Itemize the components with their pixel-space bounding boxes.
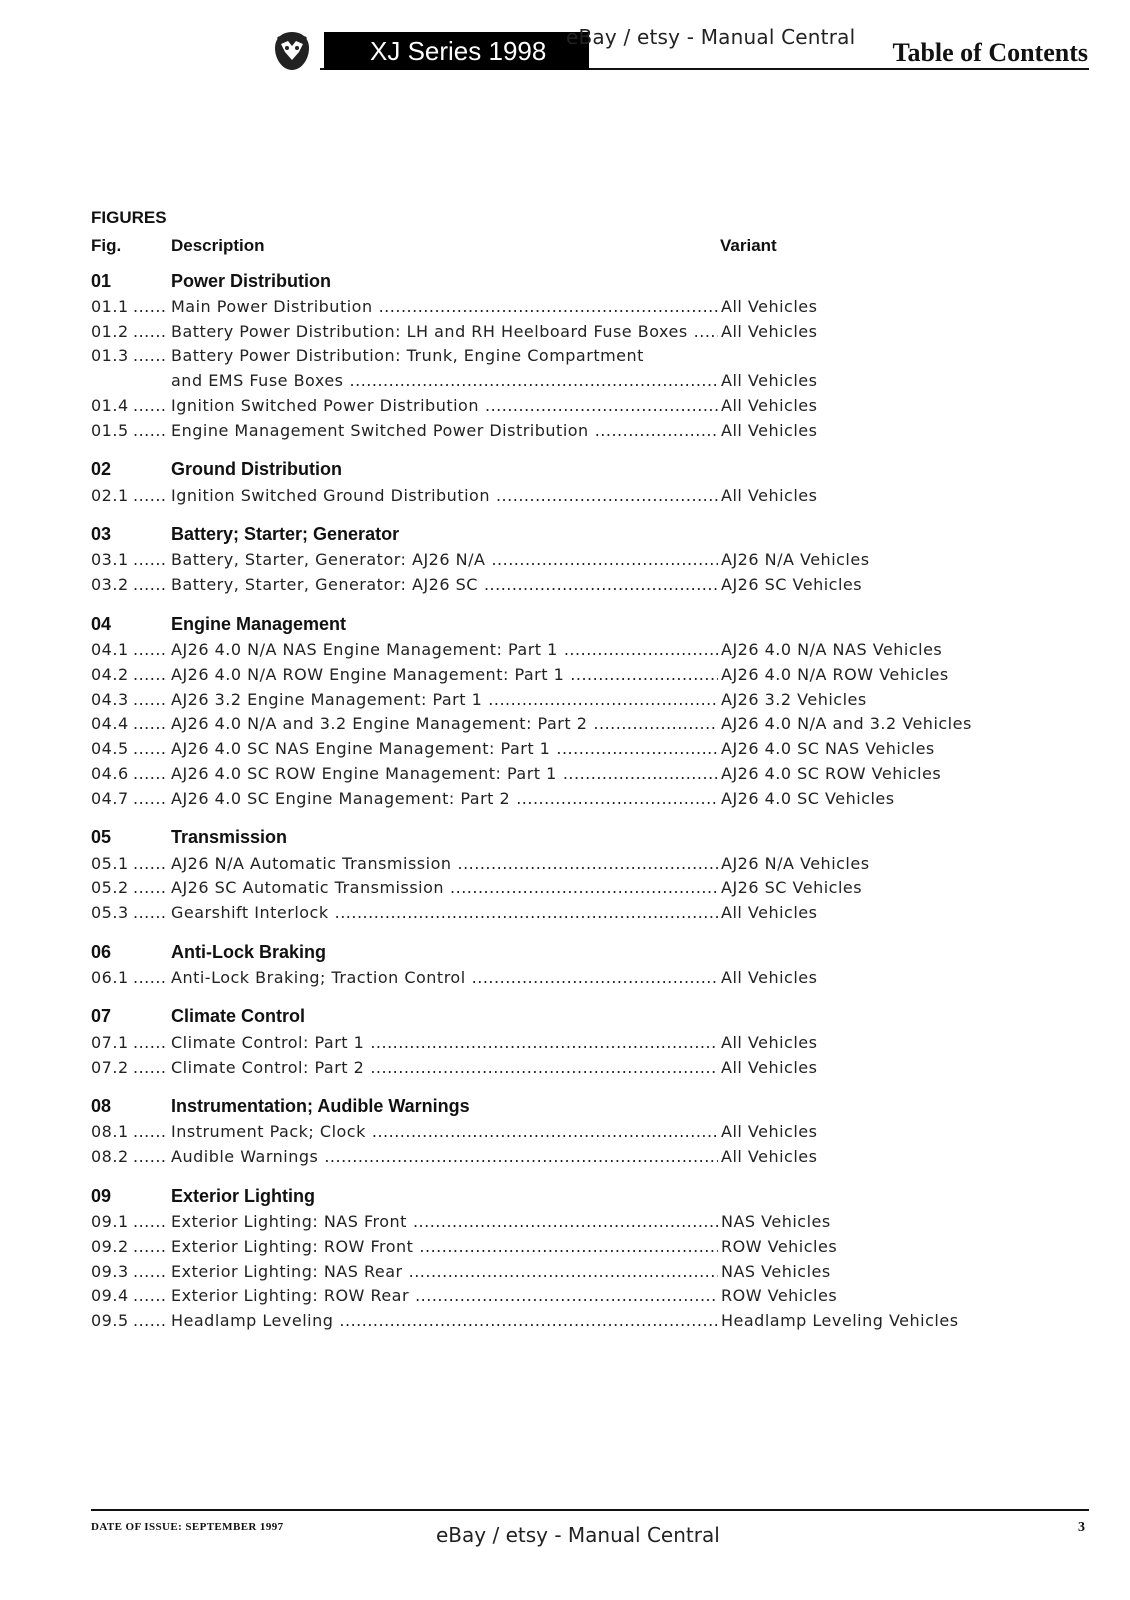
figure-variant: All Vehicles <box>721 296 818 316</box>
leader-dots <box>350 371 718 390</box>
figure-number: 04.4 <box>91 714 129 734</box>
figure-row[interactable] <box>91 1055 1091 1080</box>
figure-description-text: AJ26 4.0 SC Engine Management: Part 2 <box>171 788 511 808</box>
figure-row[interactable] <box>91 900 1091 925</box>
number-leader-dots: ...... <box>133 396 167 416</box>
figure-row[interactable] <box>91 319 1091 344</box>
leader-dots <box>563 764 718 783</box>
figure-row[interactable] <box>91 548 1091 573</box>
figure-description-text: Battery, Starter, Generator: AJ26 SC <box>171 575 478 595</box>
footer-watermark: eBay / etsy - Manual Central <box>436 1523 720 1547</box>
figure-description <box>171 396 718 415</box>
header-watermark: eBay / etsy - Manual Central <box>566 25 856 49</box>
figure-description <box>171 714 718 733</box>
figure-description <box>171 640 718 659</box>
section-heading <box>91 825 1091 851</box>
figure-description <box>171 1122 718 1141</box>
leader-dots <box>370 1033 718 1052</box>
figure-description <box>171 968 718 987</box>
section-heading <box>91 1183 1091 1209</box>
leader-dots <box>484 575 718 594</box>
figure-row[interactable] <box>91 965 1091 990</box>
figure-number: 04.7 <box>91 788 129 808</box>
section-number: 03 <box>91 524 112 545</box>
figure-number: 09.3 <box>91 1261 129 1281</box>
figure-variant: ROW Vehicles <box>721 1236 838 1256</box>
figure-number: 01.3 <box>91 346 129 366</box>
number-leader-dots: ...... <box>133 788 167 808</box>
jaguar-logo-icon <box>272 30 312 72</box>
page-title: Table of Contents <box>892 38 1088 67</box>
section-number: 05 <box>91 827 112 848</box>
leader-dots <box>564 640 718 659</box>
figures-label: FIGURES <box>91 208 167 227</box>
figure-description-text: AJ26 4.0 N/A NAS Engine Management: Part 1 <box>171 640 558 660</box>
figure-number: 02.1 <box>91 485 129 505</box>
figure-row[interactable] <box>91 786 1091 811</box>
column-header-fig: Fig. <box>91 236 122 255</box>
section-title: Exterior Lighting <box>171 1185 315 1206</box>
figure-description-text: Exterior Lighting: ROW Rear <box>171 1286 410 1306</box>
figure-description <box>171 297 718 316</box>
figure-description <box>171 486 718 505</box>
figure-row[interactable] <box>91 761 1091 786</box>
figure-number: 04.1 <box>91 640 129 660</box>
leader-dots <box>458 854 719 873</box>
figure-variant: AJ26 4.0 SC ROW Vehicles <box>721 764 942 784</box>
page-number: 3 <box>1078 1520 1085 1535</box>
section-02 <box>91 457 1091 508</box>
figure-description-text: AJ26 4.0 SC ROW Engine Management: Part 1 <box>171 764 557 784</box>
figure-description <box>171 1262 718 1281</box>
section-title: Power Distribution <box>171 270 332 291</box>
section-05 <box>91 825 1091 925</box>
leader-dots <box>324 1147 718 1166</box>
figure-description-text: Exterior Lighting: ROW Front <box>171 1236 414 1256</box>
figure-description-text: Battery Power Distribution: Trunk, Engine Compartment <box>171 346 644 366</box>
leader-dots <box>488 690 718 709</box>
figure-row[interactable] <box>91 851 1091 876</box>
figure-row[interactable] <box>91 418 1091 443</box>
number-leader-dots: ...... <box>133 853 167 873</box>
figure-variant: AJ26 SC Vehicles <box>721 878 863 898</box>
date-of-issue: DATE OF ISSUE: SEPTEMBER 1997 <box>91 1521 284 1533</box>
section-title: Anti-Lock Braking <box>171 941 327 962</box>
figure-number: 01.5 <box>91 420 129 440</box>
figure-row[interactable] <box>91 1209 1091 1234</box>
figure-number: 07.1 <box>91 1032 129 1052</box>
figure-variant: All Vehicles <box>721 968 818 988</box>
figure-description-text: Exterior Lighting: NAS Rear <box>171 1261 403 1281</box>
section-03 <box>91 522 1091 598</box>
figure-description <box>171 690 718 709</box>
leader-dots <box>472 968 718 987</box>
figure-description-text: Instrument Pack; Clock <box>171 1122 366 1142</box>
figure-description <box>171 1058 718 1077</box>
figure-variant: NAS Vehicles <box>721 1212 831 1232</box>
figure-row[interactable] <box>91 1284 1091 1309</box>
figure-variant: AJ26 3.2 Vehicles <box>721 689 867 709</box>
figure-number: 04.3 <box>91 689 129 709</box>
figure-row[interactable] <box>91 662 1091 687</box>
figure-description-text: Ignition Switched Ground Distribution <box>171 485 490 505</box>
section-title: Instrumentation; Audible Warnings <box>171 1096 470 1117</box>
leader-dots <box>556 739 718 758</box>
number-leader-dots: ...... <box>133 764 167 784</box>
leader-dots <box>485 396 718 415</box>
section-06 <box>91 939 1091 990</box>
section-number: 02 <box>91 459 112 480</box>
number-leader-dots: ...... <box>133 903 167 923</box>
figure-description-text: Climate Control: Part 2 <box>171 1057 365 1077</box>
number-leader-dots: ...... <box>133 1311 167 1331</box>
figure-description <box>171 1286 718 1305</box>
section-number: 06 <box>91 941 112 962</box>
figure-variant: Headlamp Leveling Vehicles <box>721 1311 959 1331</box>
figure-row[interactable] <box>91 712 1091 737</box>
figure-variant: AJ26 4.0 SC Vehicles <box>721 788 895 808</box>
figure-description <box>171 1237 718 1256</box>
figure-row[interactable] <box>91 1144 1091 1169</box>
figure-number: 09.1 <box>91 1212 129 1232</box>
figure-variant: All Vehicles <box>721 903 818 923</box>
leader-dots <box>415 1286 718 1305</box>
number-leader-dots: ...... <box>133 714 167 734</box>
footer-rule <box>91 1509 1089 1511</box>
figure-variant: All Vehicles <box>721 1122 818 1142</box>
figure-number: 07.2 <box>91 1057 129 1077</box>
figure-description <box>171 371 718 390</box>
figure-row[interactable] <box>91 344 1091 369</box>
number-leader-dots: ...... <box>133 575 167 595</box>
figure-variant: All Vehicles <box>721 371 818 391</box>
figure-description <box>171 764 718 783</box>
figure-row[interactable] <box>91 736 1091 761</box>
figure-number: 05.1 <box>91 853 129 873</box>
leader-dots <box>496 486 718 505</box>
figure-description <box>171 854 718 873</box>
leader-dots <box>516 789 718 808</box>
series-banner: XJ Series 1998 <box>324 32 589 70</box>
figure-variant: All Vehicles <box>721 396 818 416</box>
section-title: Battery; Starter; Generator <box>171 524 400 545</box>
number-leader-dots: ...... <box>133 1212 167 1232</box>
leader-dots <box>593 714 718 733</box>
number-leader-dots: ...... <box>133 1032 167 1052</box>
figure-description-text: Gearshift Interlock <box>171 903 329 923</box>
figure-number: 09.4 <box>91 1286 129 1306</box>
figure-variant: All Vehicles <box>721 420 818 440</box>
figure-description-text: Ignition Switched Power Distribution <box>171 396 479 416</box>
figure-description-text: Anti-Lock Braking; Traction Control <box>171 968 466 988</box>
figure-row[interactable] <box>91 687 1091 712</box>
figure-variant: AJ26 SC Vehicles <box>721 575 863 595</box>
figure-variant: AJ26 4.0 N/A NAS Vehicles <box>721 640 943 660</box>
figure-variant: All Vehicles <box>721 485 818 505</box>
figure-row[interactable] <box>91 368 1091 393</box>
figure-row[interactable] <box>91 483 1091 508</box>
section-number: 04 <box>91 613 112 634</box>
number-leader-dots: ...... <box>133 1147 167 1167</box>
figure-number: 05.2 <box>91 878 129 898</box>
section-title: Engine Management <box>171 613 347 634</box>
section-09 <box>91 1183 1091 1333</box>
figure-variant: AJ26 4.0 N/A and 3.2 Vehicles <box>721 714 972 734</box>
figure-row[interactable] <box>91 637 1091 662</box>
leader-dots <box>450 878 718 897</box>
figure-description <box>171 550 718 569</box>
figure-variant: AJ26 4.0 SC NAS Vehicles <box>721 739 935 759</box>
leader-dots <box>335 903 718 922</box>
section-heading <box>91 522 1091 548</box>
figure-variant: AJ26 N/A Vehicles <box>721 853 870 873</box>
figure-variant: All Vehicles <box>721 321 818 341</box>
figure-description-text: Climate Control: Part 1 <box>171 1032 365 1052</box>
figure-number: 09.5 <box>91 1311 129 1331</box>
leader-dots <box>595 421 718 440</box>
figure-number: 06.1 <box>91 968 129 988</box>
number-leader-dots: ...... <box>133 739 167 759</box>
figure-number: 08.1 <box>91 1122 129 1142</box>
figure-description <box>171 346 718 365</box>
number-leader-dots: ...... <box>133 1261 167 1281</box>
figure-row[interactable] <box>91 572 1091 597</box>
leader-dots <box>339 1311 718 1330</box>
figure-description-text: and EMS Fuse Boxes <box>171 371 344 391</box>
section-title: Climate Control <box>171 1006 306 1027</box>
figure-row[interactable] <box>91 393 1091 418</box>
figure-number: 05.3 <box>91 903 129 923</box>
number-leader-dots: ...... <box>133 878 167 898</box>
figure-description-text: Audible Warnings <box>171 1147 319 1167</box>
figure-number: 01.1 <box>91 296 129 316</box>
figure-description-text: AJ26 4.0 SC NAS Engine Management: Part 1 <box>171 739 551 759</box>
figure-description-text: Battery Power Distribution: LH and RH Heelboard Fuse Boxes <box>171 321 688 341</box>
figure-description <box>171 789 718 808</box>
figure-description-text: AJ26 3.2 Engine Management: Part 1 <box>171 689 483 709</box>
number-leader-dots: ...... <box>133 640 167 660</box>
figure-description <box>171 878 718 897</box>
figure-description-text: Main Power Distribution <box>171 296 373 316</box>
figure-variant: All Vehicles <box>721 1147 818 1167</box>
figure-description <box>171 1212 718 1231</box>
figure-number: 04.6 <box>91 764 129 784</box>
section-number: 09 <box>91 1185 112 1206</box>
leader-dots <box>372 1122 718 1141</box>
leader-dots <box>370 1058 718 1077</box>
section-number: 01 <box>91 270 112 291</box>
leader-dots <box>570 665 718 684</box>
figure-description <box>171 739 718 758</box>
figure-variant: All Vehicles <box>721 1057 818 1077</box>
figure-variant: AJ26 N/A Vehicles <box>721 550 870 570</box>
figure-variant: ROW Vehicles <box>721 1286 838 1306</box>
figure-description-text: Headlamp Leveling <box>171 1311 334 1331</box>
section-heading <box>91 939 1091 965</box>
section-heading <box>91 611 1091 637</box>
section-07 <box>91 1004 1091 1080</box>
number-leader-dots: ...... <box>133 1122 167 1142</box>
section-01 <box>91 268 1091 443</box>
figure-number: 03.2 <box>91 575 129 595</box>
figure-row[interactable] <box>91 1120 1091 1145</box>
number-leader-dots: ...... <box>133 1236 167 1256</box>
figure-description-text: AJ26 4.0 N/A and 3.2 Engine Management: Part 2 <box>171 714 588 734</box>
section-heading <box>91 1094 1091 1120</box>
figure-row[interactable] <box>91 1308 1091 1333</box>
figure-variant: AJ26 4.0 N/A ROW Vehicles <box>721 664 949 684</box>
figure-description <box>171 421 718 440</box>
section-title: Ground Distribution <box>171 459 342 480</box>
number-leader-dots: ...... <box>133 485 167 505</box>
figure-description <box>171 1147 718 1166</box>
figure-description <box>171 1311 718 1330</box>
figures-list <box>91 268 1091 1347</box>
leader-dots <box>491 550 718 569</box>
figure-row[interactable] <box>91 876 1091 901</box>
section-heading <box>91 457 1091 483</box>
number-leader-dots: ...... <box>133 689 167 709</box>
number-leader-dots: ...... <box>133 296 167 316</box>
section-08 <box>91 1094 1091 1170</box>
number-leader-dots: ...... <box>133 420 167 440</box>
section-04 <box>91 611 1091 811</box>
figure-row[interactable] <box>91 1030 1091 1055</box>
figure-number: 04.5 <box>91 739 129 759</box>
figure-description <box>171 665 718 684</box>
number-leader-dots: ...... <box>133 664 167 684</box>
figure-number: 08.2 <box>91 1147 129 1167</box>
figure-description-text: Engine Management Switched Power Distribution <box>171 420 589 440</box>
figure-description <box>171 903 718 922</box>
figure-description-text: AJ26 4.0 N/A ROW Engine Management: Part 1 <box>171 664 565 684</box>
leader-dots <box>379 297 718 316</box>
figure-row[interactable] <box>91 294 1091 319</box>
figure-row[interactable] <box>91 1259 1091 1284</box>
figure-description <box>171 575 718 594</box>
leader-dots <box>694 322 718 341</box>
leader-dots <box>409 1262 718 1281</box>
leader-dots <box>419 1237 718 1256</box>
number-leader-dots: ...... <box>133 346 167 366</box>
figure-variant: NAS Vehicles <box>721 1261 831 1281</box>
number-leader-dots: ...... <box>133 1057 167 1077</box>
figure-number: 09.2 <box>91 1236 129 1256</box>
figure-row[interactable] <box>91 1234 1091 1259</box>
number-leader-dots: ...... <box>133 968 167 988</box>
column-header-description: Description <box>171 236 265 255</box>
figure-number: 01.4 <box>91 396 129 416</box>
section-number: 08 <box>91 1096 112 1117</box>
figure-number: 01.2 <box>91 321 129 341</box>
figure-number: 04.2 <box>91 664 129 684</box>
number-leader-dots: ...... <box>133 1286 167 1306</box>
figure-number: 03.1 <box>91 550 129 570</box>
section-title: Transmission <box>171 827 288 848</box>
number-leader-dots: ...... <box>133 550 167 570</box>
figure-description-text: AJ26 N/A Automatic Transmission <box>171 853 452 873</box>
figure-description-text: AJ26 SC Automatic Transmission <box>171 878 445 898</box>
leader-dots <box>413 1212 718 1231</box>
section-heading <box>91 268 1091 294</box>
column-header-variant: Variant <box>720 236 777 255</box>
figure-variant: All Vehicles <box>721 1032 818 1052</box>
figure-description <box>171 1033 718 1052</box>
figure-description <box>171 322 718 341</box>
number-leader-dots: ...... <box>133 321 167 341</box>
section-number: 07 <box>91 1006 112 1027</box>
section-heading <box>91 1004 1091 1030</box>
figure-description-text: Battery, Starter, Generator: AJ26 N/A <box>171 550 486 570</box>
figure-description-text: Exterior Lighting: NAS Front <box>171 1212 407 1232</box>
